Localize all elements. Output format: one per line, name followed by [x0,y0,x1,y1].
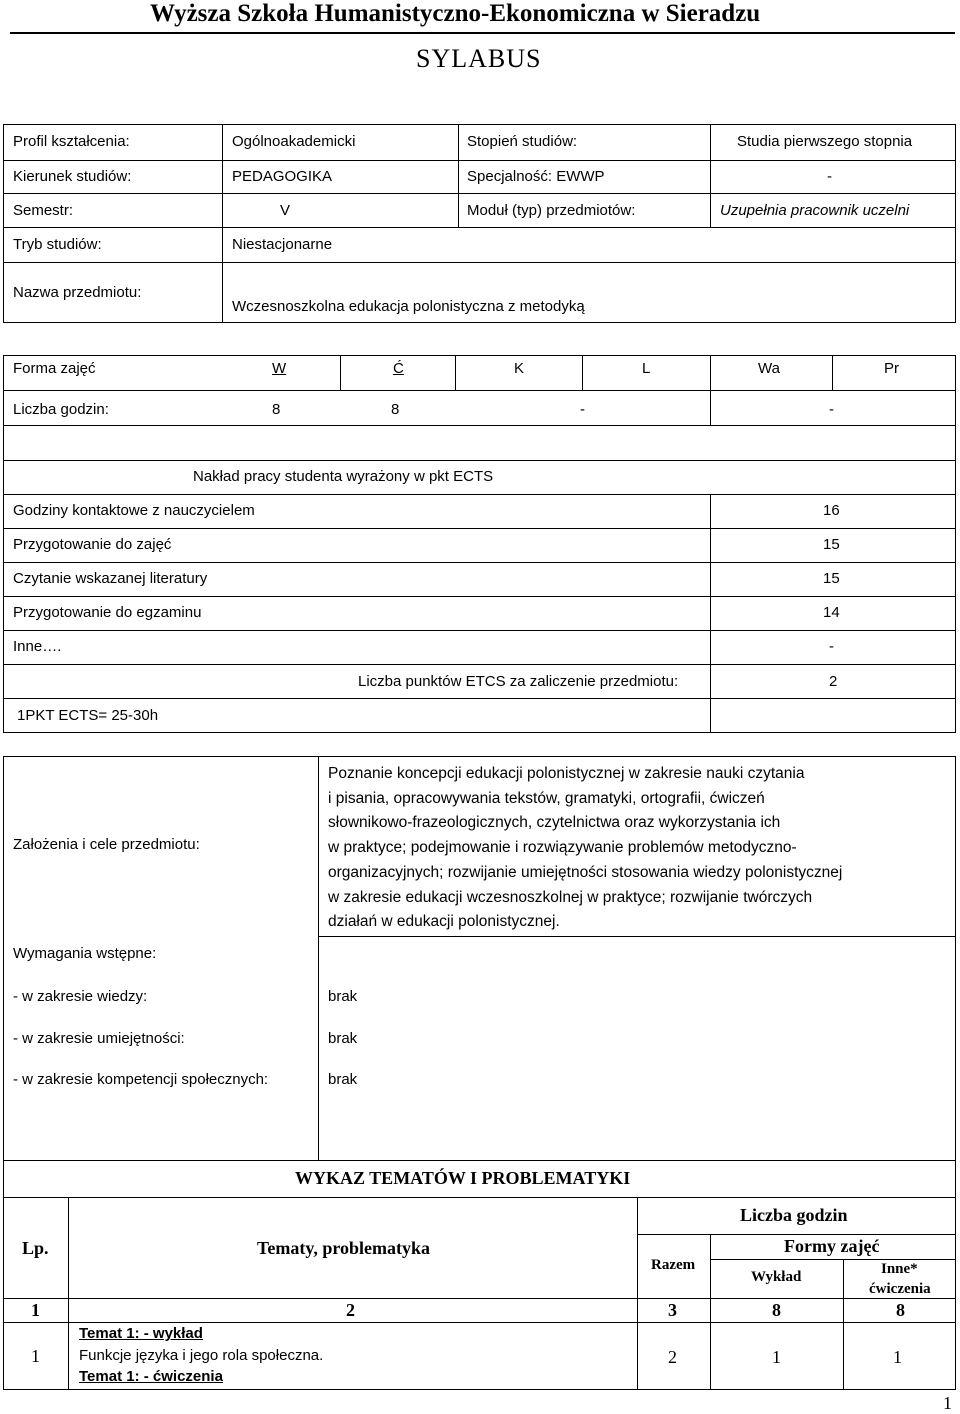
goals-line: Poznanie koncepcji edukacji polonistycznej w zakresie nauki czytania [328,765,805,782]
row-razem: 2 [668,1347,677,1367]
row-lp: 1 [31,1346,40,1366]
col-number: 8 [896,1300,905,1320]
requirements-label: Wymagania wstępne: [13,945,157,962]
kierunek-value: PEDAGOGIKA [232,168,333,185]
col-number: 3 [668,1300,677,1320]
col-razem: Razem [651,1257,696,1273]
goals-line: w zakresie edukacji wczesnoszkolnej w praktyce; rozwijanie twórczych [328,888,813,906]
kierunek-label: Kierunek studiów: [13,168,132,185]
document-title: SYLABUS [416,44,542,73]
req-wiedza-label: - w zakresie wiedzy: [13,988,148,1005]
tryb-value: Niestacjonarne [232,236,333,253]
ects-row-value: 15 [823,536,840,553]
ects-heading: Nakład pracy studenta wyrażony w pkt ECTS [193,468,494,485]
forma-w: W [272,360,287,377]
tryb-label: Tryb studiów: [13,236,102,253]
goals-line: w praktyce; podejmowanie i rozwiązywanie problemów metodyczno- [328,839,797,857]
row-topic-exercises: Temat 1: - ćwiczenia [79,1368,223,1385]
req-umiej-label: - w zakresie umiejętności: [13,1030,185,1047]
col-wyklad: Wykład [751,1269,802,1285]
forma-l: L [642,360,651,377]
col-number: 2 [346,1300,355,1320]
ects-row-value: 14 [823,604,840,621]
row-topic-description: Funkcje języka i jego rola społeczna. [79,1347,324,1364]
hours-label: Liczba godzin: [13,401,109,418]
stopien-label: Stopień studiów: [467,133,578,150]
topics-title: WYKAZ TEMATÓW I PROBLEMATYKI [295,1168,631,1188]
forma-wa: Wa [758,360,780,377]
forma-pr: Pr [884,360,899,377]
req-komp-label: - w zakresie kompetencji społecznych: [13,1071,269,1088]
ects-note: 1PKT ECTS= 25-30h [17,707,159,724]
stopien-value: Studia pierwszego stopnia [737,133,913,150]
row-topic-lecture: Temat 1: - wykład [79,1325,203,1342]
ects-row-label: Inne…. [13,638,62,655]
semestr-label: Semestr: [13,202,74,219]
col-number: 8 [772,1300,781,1320]
forma-c: Ć [393,360,404,377]
ects-row-label: Czytanie wskazanej literatury [13,570,208,587]
goals-line: i pisania, opracowywania tekstów, gramatyki, ortografii, ćwiczeń [328,789,765,807]
header-rule [10,32,955,34]
col-inne: Inne* [881,1261,918,1277]
hours-k: - [580,401,585,418]
specjalnosc-label: Specjalność: EWWP [467,168,605,185]
ects-row-value: - [829,638,834,655]
req-umiej-value: brak [328,1030,358,1047]
col-liczba-godzin: Liczba godzin [740,1205,848,1225]
forma-label: Forma zajęć [13,360,96,377]
modul-value: Uzupełnia pracownik uczelni [720,202,910,219]
ects-row-value: 15 [823,570,840,587]
institution-name: Wyższa Szkoła Humanistyczno-Ekonomiczna w Sieradzu [150,0,761,27]
goals-line: działań w edukacji polonistycznej. [328,913,560,931]
page-number: 1 [943,1393,952,1413]
profil-value: Ogólnoakademicki [232,133,356,150]
ects-row-value: 16 [823,502,840,519]
goals-text [328,762,943,935]
col-tematy: Tematy, problematyka [257,1238,431,1258]
goals-label: Założenia i cele przedmiotu: [13,836,200,853]
goals-line: słownikowo-frazeologicznych, czytelnictwa oraz wykorzystania ich [328,814,781,832]
ects-row-label: Przygotowanie do zajęć [13,536,172,553]
nazwa-label: Nazwa przedmiotu: [13,284,142,301]
req-komp-value: brak [328,1071,358,1088]
hours-w: 8 [272,401,281,418]
req-wiedza-value: brak [328,988,358,1005]
modul-label: Moduł (typ) przedmiotów: [467,202,636,219]
specjalnosc-value: - [827,168,832,185]
ects-points-label: Liczba punktów ETCS za zaliczenie przedmiotu: [358,673,679,690]
hours-wa: - [829,401,834,418]
hours-c: 8 [391,401,400,418]
ects-row-label: Przygotowanie do egzaminu [13,604,202,621]
col-cwiczenia: ćwiczenia [869,1281,931,1297]
col-lp: Lp. [22,1238,49,1258]
nazwa-value: Wczesnoszkolna edukacja polonistyczna z metodyką [232,298,585,315]
ects-points-value: 2 [829,673,838,690]
ects-row-label: Godziny kontaktowe z nauczycielem [13,502,255,519]
col-formy-zajec: Formy zajęć [784,1236,880,1256]
goals-line: organizacyjnych; rozwijanie umiejętności stosowania wiedzy polonistycznej [328,863,843,881]
semestr-value: V [280,202,291,219]
row-inne: 1 [893,1347,902,1367]
col-number: 1 [31,1300,40,1320]
profil-label: Profil kształcenia: [13,133,130,150]
row-wyklad: 1 [772,1347,781,1367]
forma-k: K [514,360,525,377]
